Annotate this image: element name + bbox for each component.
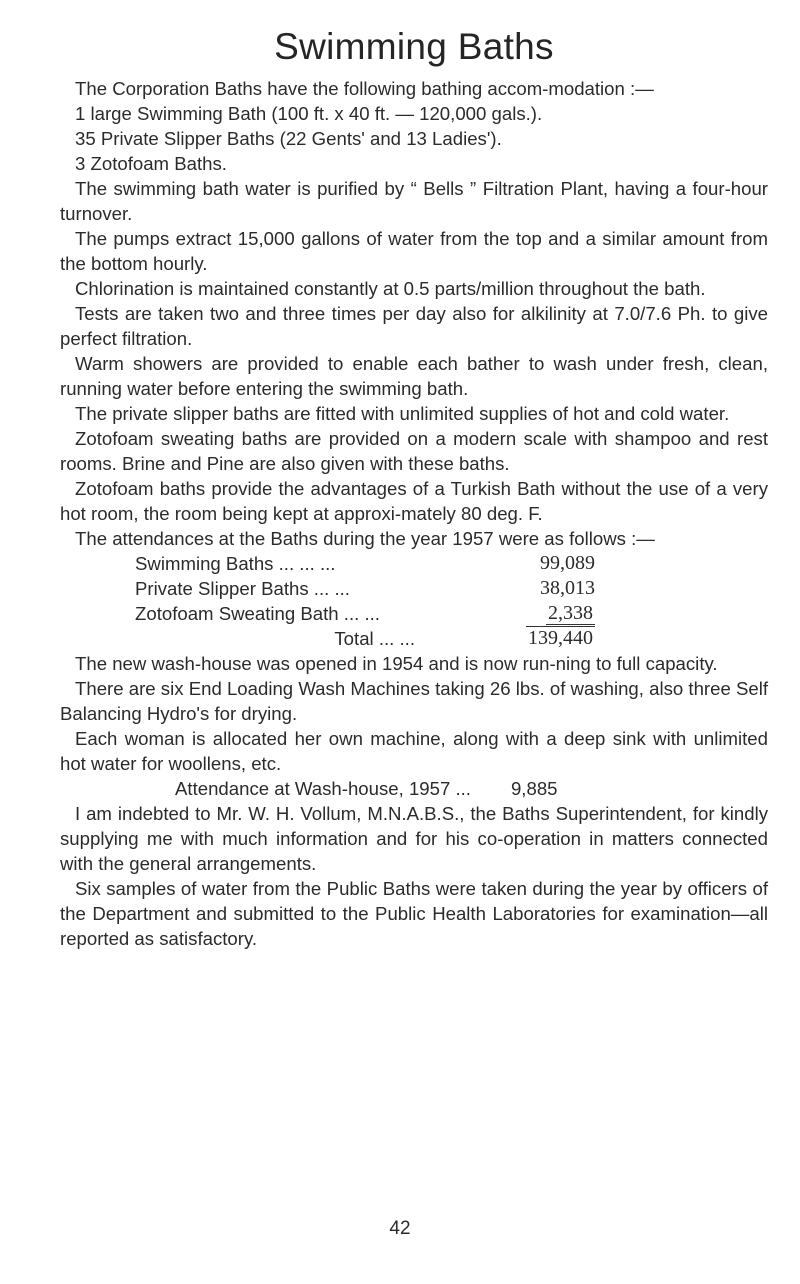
washhouse-attendance-line	[60, 776, 768, 801]
accommodation-item: 3 Zotofoam Baths.	[75, 153, 227, 174]
filtration-paragraph: The swimming bath water is purified by “ Bells ” Filtration Plant, having a four-hour turnover.	[60, 178, 768, 224]
attendance-total-value-text: 139,440	[528, 627, 593, 649]
attendance-label: Swimming Baths ... ... ...	[135, 553, 336, 574]
washhouse-attendance-label: Attendance at Wash-house, 1957 ...	[175, 778, 471, 799]
intro-paragraph: The Corporation Baths have the following bathing accom-modation :—	[75, 78, 654, 99]
acknowledgement-paragraph: I am indebted to Mr. W. H. Vollum, M.N.A.B.S., the Baths Superintendent, for kindly supplying me with much information and for his co-operation in matters connected with the general arrangements.	[60, 803, 768, 874]
turkish-bath-paragraph: Zotofoam baths provide the advantages of a Turkish Bath without the use of a very hot room, the room being kept at approxi-mately 80 deg. F.	[60, 478, 768, 524]
attendance-total-row	[135, 626, 595, 651]
attendance-value-text: 99,089	[540, 552, 595, 574]
attendance-row	[135, 551, 595, 576]
page-number: 42	[389, 1218, 411, 1239]
tests-paragraph: Tests are taken two and three times per day also for alkilinity at 7.0/7.6 Ph. to give perfect filtration.	[60, 303, 768, 349]
attendance-value	[515, 551, 595, 576]
attendance-table	[135, 551, 595, 651]
document-page	[60, 22, 768, 951]
attendance-label: Zotofoam Sweating Bath ... ...	[135, 603, 380, 624]
showers-paragraph: Warm showers are provided to enable each bather to wash under fresh, clean, running water before entering the swimming bath.	[60, 353, 768, 399]
attendance-value-text: 38,013	[540, 577, 595, 599]
pumps-paragraph: The pumps extract 15,000 gallons of water from the top and a similar amount from the bottom hourly.	[60, 228, 768, 274]
attendance-value-text: 2,338	[548, 602, 593, 624]
washhouse-paragraph: The new wash-house was opened in 1954 and is now run-ning to full capacity.	[75, 653, 718, 674]
washhouse-attendance-value: 9,885	[510, 778, 558, 799]
accommodation-item: 1 large Swimming Bath (100 ft. x 40 ft. — 120,000 gals.).	[75, 103, 543, 124]
attendance-row	[135, 576, 595, 601]
accommodation-item: 35 Private Slipper Baths (22 Gents' and 13 Ladies').	[75, 128, 502, 149]
slipper-baths-paragraph: The private slipper baths are fitted with unlimited supplies of hot and cold water.	[75, 403, 730, 424]
samples-paragraph: Six samples of water from the Public Baths were taken during the year by officers of the Department and submitted to the Public Health Laboratories for examination—all reported as satisfactory.	[60, 878, 768, 949]
attendance-value	[515, 576, 595, 601]
deep-sink-paragraph: Each woman is allocated her own machine, along with a deep sink with unlimited hot water for woollens, etc.	[60, 728, 768, 774]
page-title: Swimming Baths	[274, 26, 554, 67]
zotofoam-paragraph: Zotofoam sweating baths are provided on a modern scale with shampoo and rest rooms. Brine and Pine are also given with these baths.	[60, 428, 768, 474]
attendance-label: Private Slipper Baths ... ...	[135, 578, 350, 599]
attendance-total-value	[515, 626, 595, 651]
attendances-intro-paragraph: The attendances at the Baths during the year 1957 were as follows :—	[75, 528, 655, 549]
attendance-value	[515, 601, 595, 626]
attendance-total-label: Total ... ...	[334, 628, 415, 649]
chlorination-paragraph: Chlorination is maintained constantly at 0.5 parts/million throughout the bath.	[75, 278, 706, 299]
wash-machines-paragraph: There are six End Loading Wash Machines taking 26 lbs. of washing, also three Self Balancing Hydro's for drying.	[60, 678, 768, 724]
attendance-row	[135, 601, 595, 626]
